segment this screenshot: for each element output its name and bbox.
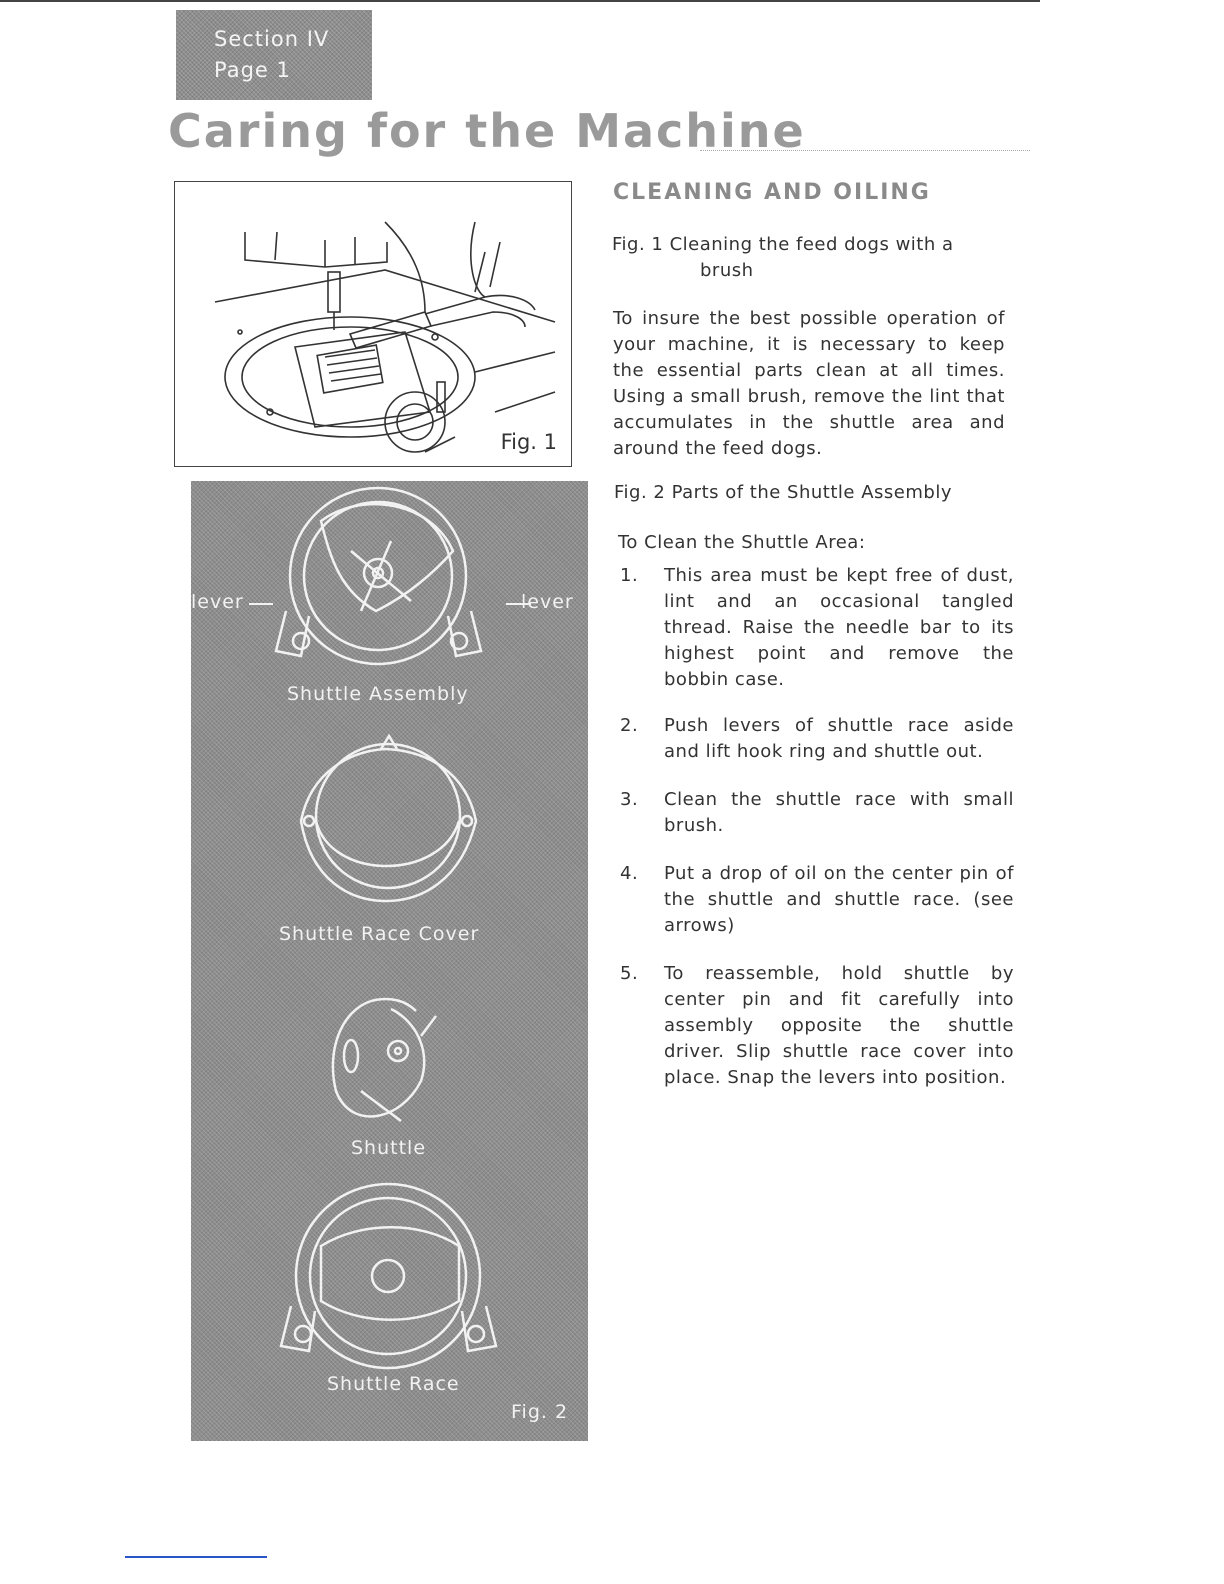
shuttle-race-label: Shuttle Race — [327, 1373, 460, 1395]
title-rule — [700, 150, 1030, 151]
shuttle-assembly-label: Shuttle Assembly — [287, 683, 469, 705]
lever-label-left: lever — [191, 591, 244, 613]
shuttle-race-cover-label: Shuttle Race Cover — [279, 923, 480, 945]
step-item: 2. Push levers of shuttle race aside and lift hook ring and shuttle out. — [620, 715, 1014, 762]
shuttle-race-cover-drawing — [301, 736, 476, 901]
section-label: Section IV — [214, 27, 330, 51]
figure-1 — [174, 181, 572, 467]
shuttle-race-drawing — [281, 1184, 496, 1368]
fig1-caption — [612, 232, 1004, 284]
shuttle-label: Shuttle — [351, 1137, 427, 1159]
step-item: 3. Clean the shuttle race with small brush. — [620, 789, 1014, 836]
fig1-caption-line1: Fig. 1 Cleaning the feed dogs with a — [612, 234, 954, 255]
steps-subheading: To Clean the Shuttle Area: — [618, 532, 866, 553]
shuttle-drawing — [333, 999, 436, 1121]
intro-paragraph: To insure the best possible operation of your machine, it is necessary to keep the essential parts clean at all times. Using a small brush, remove the lint that accumulates in the shuttle area and around the feed dogs. — [613, 308, 1005, 459]
fig2-label: Fig. 2 — [511, 1401, 569, 1423]
feed-dogs-illustration — [175, 182, 571, 466]
page-label: Page 1 — [214, 58, 291, 82]
shuttle-parts-illustration — [191, 481, 588, 1441]
bottom-rule — [125, 1556, 267, 1558]
step-item: 5. To reassemble, hold shuttle by center pin and fit carefully into assembly opposite the shuttle driver. Slip shuttle race cover into place. Snap the levers into position. — [620, 963, 1014, 1088]
top-rule — [0, 0, 1040, 2]
lever-label-right: lever — [521, 591, 574, 613]
step-item: 1. This area must be kept free of dust, lint and an occasional tangled thread. Raise the needle bar to its highest point and remove the bobbin case. — [620, 565, 1014, 690]
step-item: 4. Put a drop of oil on the center pin of the shuttle and shuttle race. (see arrows) — [620, 863, 1014, 936]
cleaning-steps-list — [618, 563, 1014, 1091]
shuttle-assembly-drawing — [276, 488, 481, 664]
fig2-caption: Fig. 2 Parts of the Shuttle Assembly — [614, 482, 952, 503]
fig1-caption-line2: brush — [700, 260, 754, 281]
page-title: Caring for the Machine — [168, 104, 806, 158]
section-heading: CLEANING AND OILING — [613, 180, 931, 205]
fig1-label: Fig. 1 — [500, 430, 557, 454]
section-badge — [176, 10, 372, 100]
figure-2 — [177, 481, 588, 1441]
